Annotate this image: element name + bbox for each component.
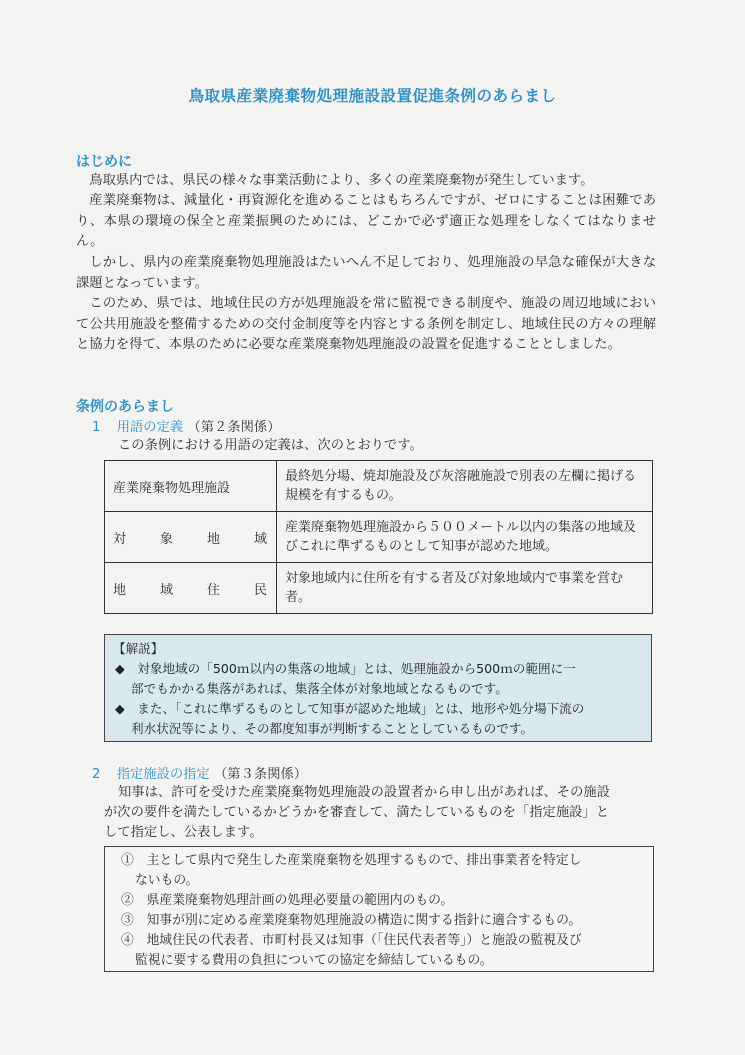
section-2-ref: （第３条関係） <box>214 767 308 782</box>
section-2-text-line: して指定し、公表します。 <box>104 825 263 840</box>
section-2-title: 指定施設の指定 <box>116 767 210 782</box>
section-2-heading <box>92 763 307 782</box>
definition-term: 対象地域 <box>105 512 277 563</box>
commentary-line: 利水状況等により、その都度知事が判断することとしているものです。 <box>131 721 533 736</box>
table-row <box>105 563 653 614</box>
section-1-heading <box>92 416 281 435</box>
requirements-box <box>104 846 654 972</box>
intro-paragraph-1: 鳥取県内では、県民の様々な事業活動により、多くの産業廃棄物が発生しています。 <box>89 173 594 188</box>
intro-paragraph-3: しかし、県内の産業廃棄物処理施設はたいへん不足しており、処理施設の早急な確保が大きな課題となっています。 <box>76 255 656 291</box>
definition-desc: 対象地域内に住所を有する者及び対象地域内で事業を営む者。 <box>277 563 653 614</box>
requirement-line: ① 主として県内で発生した産業廃棄物を処理するもので、排出事業者を特定し <box>121 853 582 868</box>
page-title: 鳥取県産業廃棄物処理施設設置促進条例のあらまし <box>188 87 557 105</box>
requirement-line: ② 県産業廃棄物処理計画の処理必要量の範囲内のもの。 <box>121 893 454 908</box>
requirement-line: ④ 地域住民の代表者、市町村長又は知事（「住民代表者等」）と施設の監視及び <box>121 933 582 948</box>
requirement-line: 監視に要する費用の負担についての協定を締結しているもの。 <box>135 953 493 968</box>
definition-desc: 最終処分場、焼却施設及び灰溶融施設で別表の左欄に掲げる規模を有するもの。 <box>277 461 653 512</box>
definition-term: 地域住民 <box>105 563 277 614</box>
outline-heading: 条例のあらまし <box>76 399 174 415</box>
definitions-table <box>104 460 653 614</box>
section-1-title: 用語の定義 <box>116 420 184 435</box>
commentary-box <box>104 634 652 742</box>
intro-paragraph-4: このため、県では、地域住民の方が処理施設を常に監視できる制度や、施設の周辺地域において公共用施設を整備するための交付金制度等を内容とする条例を制定し、地域住民の方々の理解と協力を得て、本県のために必要な産業廃棄物処理施設の設置を促進することとしました。 <box>76 296 656 352</box>
intro-paragraph-2: 産業廃棄物は、減量化・再資源化を進めることはもちろんですが、ゼロにすることは困難であり、本県の環境の保全と産業振興のためには、どこかで必ず適正な処理をしなくてはなりません。 <box>76 193 656 249</box>
commentary-line: ◆ また、「これに準ずるものとして知事が認めた地域」とは、地形や処分場下流の <box>115 701 585 716</box>
commentary-line: 部でもかかる集落があれば、集落全体が対象地域となるものです。 <box>131 681 508 696</box>
section-2-number: 2 <box>92 767 101 782</box>
section-1-ref: （第２条関係） <box>187 420 281 435</box>
commentary-title: 【解説】 <box>113 641 164 656</box>
table-row <box>105 461 653 512</box>
section-1-lead: この条例における用語の定義は、次のとおりです。 <box>118 438 423 453</box>
requirement-line: ③ 知事が別に定める産業廃棄物処理施設の構造に関する指針に適合するもの。 <box>121 913 582 928</box>
section-2-text-line: が次の要件を満たしているかどうかを審査して、満たしているものを「指定施設」と <box>104 805 610 820</box>
definition-desc: 産業廃棄物処理施設から５００メートル以内の集落の地域及びこれに準ずるものとして知事が認めた地域。 <box>277 512 653 563</box>
section-2-text-line: 知事は、許可を受けた産業廃棄物処理施設の設置者から申し出があれば、その施設 <box>118 785 610 800</box>
commentary-line: ◆ 対象地域の「500ｍ以内の集落の地域」とは、処理施設から500ｍの範囲に一 <box>115 661 576 676</box>
intro-heading: はじめに <box>76 154 132 170</box>
section-1-number: 1 <box>92 420 101 435</box>
table-row <box>105 512 653 563</box>
definition-term: 産業廃棄物処理施設 <box>105 461 277 512</box>
requirement-line: ないもの。 <box>135 873 199 888</box>
